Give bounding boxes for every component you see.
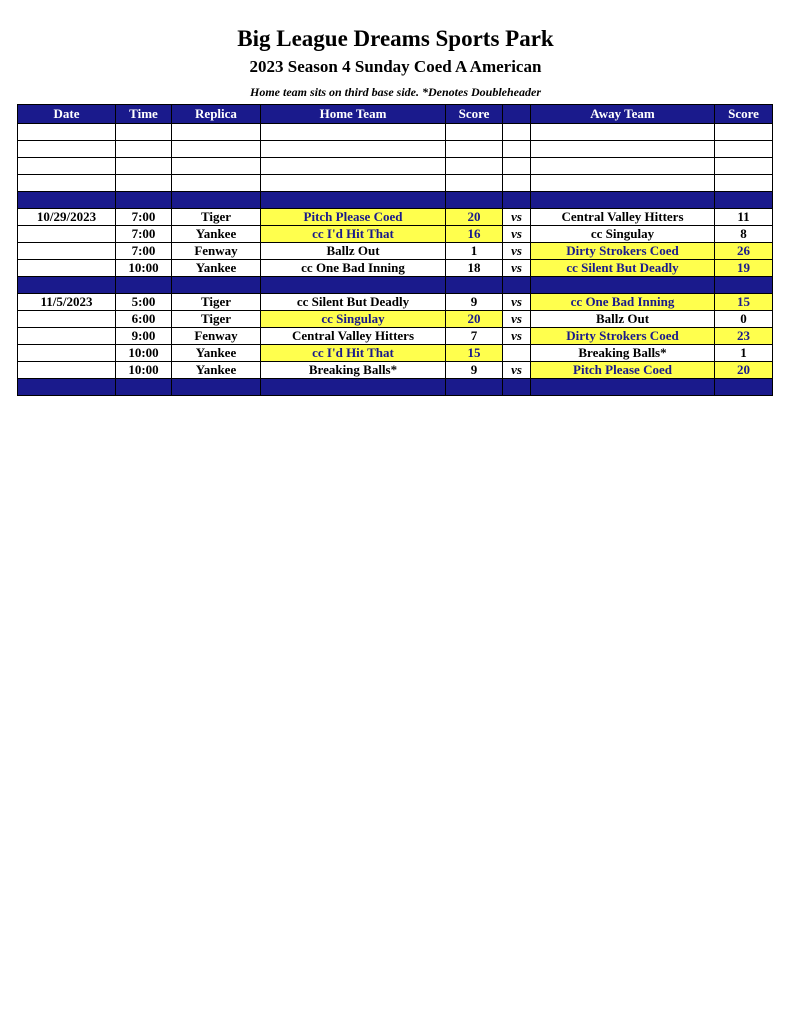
away-score-cell: 26	[715, 243, 773, 260]
home-team-cell: cc One Bad Inning	[261, 260, 446, 277]
empty-cell	[531, 141, 715, 158]
home-team-cell: Pitch Please Coed	[261, 209, 446, 226]
away-team-cell: Ballz Out	[531, 311, 715, 328]
away-score-cell: 11	[715, 209, 773, 226]
empty-cell	[446, 141, 503, 158]
empty-row	[18, 124, 773, 141]
away-team-cell: Pitch Please Coed	[531, 362, 715, 379]
separator-cell	[116, 277, 172, 294]
game-row	[18, 243, 773, 260]
empty-row	[18, 158, 773, 175]
game-row	[18, 311, 773, 328]
away-score-cell: 19	[715, 260, 773, 277]
col-header-home-score: Score	[446, 105, 503, 124]
col-header-replica: Replica	[172, 105, 261, 124]
away-score-cell: 20	[715, 362, 773, 379]
vs-cell: vs	[503, 226, 531, 243]
page-subtitle: 2023 Season 4 Sunday Coed A American	[249, 57, 542, 76]
home-team-cell: cc I'd Hit That	[261, 226, 446, 243]
separator-cell	[18, 277, 116, 294]
empty-cell	[503, 158, 531, 175]
date-cell	[18, 362, 116, 379]
away-team-cell: Dirty Strokers Coed	[531, 243, 715, 260]
replica-cell: Tiger	[172, 311, 261, 328]
vs-cell: vs	[503, 328, 531, 345]
empty-cell	[503, 175, 531, 192]
away-score-cell: 15	[715, 294, 773, 311]
empty-cell	[18, 141, 116, 158]
col-header-away-score: Score	[715, 105, 773, 124]
separator-cell	[172, 379, 261, 396]
replica-cell: Yankee	[172, 226, 261, 243]
vs-cell: vs	[503, 311, 531, 328]
away-team-cell: Breaking Balls*	[531, 345, 715, 362]
separator-cell	[116, 192, 172, 209]
empty-cell	[715, 124, 773, 141]
date-cell	[18, 345, 116, 362]
empty-cell	[503, 141, 531, 158]
game-row	[18, 209, 773, 226]
home-team-cell: Breaking Balls*	[261, 362, 446, 379]
vs-cell: vs	[503, 294, 531, 311]
home-team-cell: Central Valley Hitters	[261, 328, 446, 345]
empty-cell	[18, 175, 116, 192]
replica-cell: Tiger	[172, 209, 261, 226]
separator-cell	[18, 192, 116, 209]
vs-cell	[503, 345, 531, 362]
separator-cell	[116, 379, 172, 396]
home-score-cell: 9	[446, 294, 503, 311]
empty-cell	[18, 124, 116, 141]
date-cell	[18, 311, 116, 328]
date-cell	[18, 260, 116, 277]
col-header-home-team: Home Team	[261, 105, 446, 124]
separator-cell	[261, 379, 446, 396]
separator-cell	[715, 192, 773, 209]
home-score-cell: 15	[446, 345, 503, 362]
time-cell: 7:00	[116, 209, 172, 226]
empty-cell	[172, 141, 261, 158]
replica-cell: Tiger	[172, 294, 261, 311]
separator-cell	[261, 192, 446, 209]
empty-cell	[116, 175, 172, 192]
date-cell	[18, 226, 116, 243]
week-separator-row	[18, 379, 773, 396]
empty-cell	[116, 141, 172, 158]
empty-cell	[261, 141, 446, 158]
empty-cell	[715, 158, 773, 175]
home-team-cell: cc Singulay	[261, 311, 446, 328]
week-separator-row	[18, 192, 773, 209]
week-separator-row	[18, 277, 773, 294]
schedule-table	[17, 104, 773, 396]
empty-cell	[261, 158, 446, 175]
away-team-cell: Central Valley Hitters	[531, 209, 715, 226]
col-header-vs	[503, 105, 531, 124]
separator-cell	[531, 192, 715, 209]
time-cell: 7:00	[116, 243, 172, 260]
vs-cell: vs	[503, 260, 531, 277]
replica-cell: Yankee	[172, 345, 261, 362]
empty-cell	[172, 124, 261, 141]
empty-row	[18, 175, 773, 192]
separator-cell	[531, 379, 715, 396]
time-cell: 9:00	[116, 328, 172, 345]
separator-cell	[531, 277, 715, 294]
empty-cell	[261, 124, 446, 141]
away-team-cell: Dirty Strokers Coed	[531, 328, 715, 345]
empty-cell	[172, 175, 261, 192]
vs-cell: vs	[503, 362, 531, 379]
separator-cell	[172, 192, 261, 209]
game-row	[18, 226, 773, 243]
separator-cell	[503, 277, 531, 294]
replica-cell: Fenway	[172, 243, 261, 260]
home-score-cell: 16	[446, 226, 503, 243]
home-score-cell: 9	[446, 362, 503, 379]
empty-cell	[503, 124, 531, 141]
empty-cell	[531, 124, 715, 141]
game-row	[18, 328, 773, 345]
time-cell: 10:00	[116, 345, 172, 362]
empty-cell	[531, 175, 715, 192]
time-cell: 6:00	[116, 311, 172, 328]
home-score-cell: 18	[446, 260, 503, 277]
game-row	[18, 362, 773, 379]
empty-cell	[446, 175, 503, 192]
schedule-body	[18, 124, 773, 396]
separator-cell	[446, 277, 503, 294]
empty-cell	[715, 175, 773, 192]
date-cell	[18, 328, 116, 345]
game-row	[18, 260, 773, 277]
home-score-cell: 20	[446, 311, 503, 328]
home-score-cell: 1	[446, 243, 503, 260]
vs-cell: vs	[503, 209, 531, 226]
empty-cell	[261, 175, 446, 192]
away-score-cell: 0	[715, 311, 773, 328]
separator-cell	[172, 277, 261, 294]
separator-cell	[261, 277, 446, 294]
home-score-cell: 20	[446, 209, 503, 226]
header-row	[18, 105, 773, 124]
page-title: Big League Dreams Sports Park	[237, 26, 554, 51]
time-cell: 10:00	[116, 260, 172, 277]
col-header-date: Date	[18, 105, 116, 124]
replica-cell: Yankee	[172, 362, 261, 379]
time-cell: 5:00	[116, 294, 172, 311]
empty-cell	[446, 124, 503, 141]
away-team-cell: cc Silent But Deadly	[531, 260, 715, 277]
date-cell: 11/5/2023	[18, 294, 116, 311]
home-team-cell: cc I'd Hit That	[261, 345, 446, 362]
replica-cell: Yankee	[172, 260, 261, 277]
separator-cell	[715, 277, 773, 294]
empty-cell	[446, 158, 503, 175]
empty-cell	[18, 158, 116, 175]
away-team-cell: cc Singulay	[531, 226, 715, 243]
home-team-cell: Ballz Out	[261, 243, 446, 260]
empty-cell	[116, 124, 172, 141]
home-score-cell: 7	[446, 328, 503, 345]
separator-cell	[446, 379, 503, 396]
empty-cell	[116, 158, 172, 175]
vs-cell: vs	[503, 243, 531, 260]
separator-cell	[715, 379, 773, 396]
date-cell: 10/29/2023	[18, 209, 116, 226]
date-cell	[18, 243, 116, 260]
separator-cell	[503, 379, 531, 396]
game-row	[18, 294, 773, 311]
empty-cell	[531, 158, 715, 175]
away-score-cell: 23	[715, 328, 773, 345]
separator-cell	[18, 379, 116, 396]
separator-cell	[503, 192, 531, 209]
empty-row	[18, 141, 773, 158]
away-team-cell: cc One Bad Inning	[531, 294, 715, 311]
home-team-cell: cc Silent But Deadly	[261, 294, 446, 311]
col-header-time: Time	[116, 105, 172, 124]
replica-cell: Fenway	[172, 328, 261, 345]
game-row	[18, 345, 773, 362]
empty-cell	[715, 141, 773, 158]
away-score-cell: 8	[715, 226, 773, 243]
page-note: Home team sits on third base side. *Denotes Doubleheader	[250, 85, 541, 99]
separator-cell	[446, 192, 503, 209]
empty-cell	[172, 158, 261, 175]
time-cell: 7:00	[116, 226, 172, 243]
away-score-cell: 1	[715, 345, 773, 362]
col-header-away-team: Away Team	[531, 105, 715, 124]
time-cell: 10:00	[116, 362, 172, 379]
